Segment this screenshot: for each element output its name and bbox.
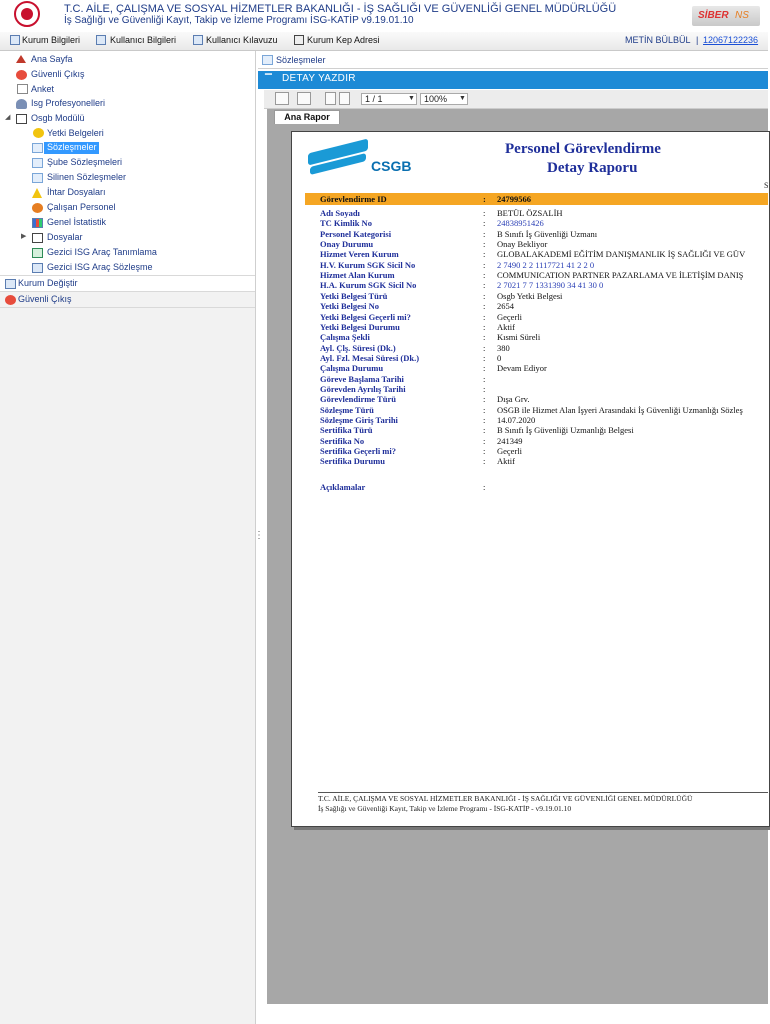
field-label: Ayl. Fzl. Mesai Süresi (Dk.) xyxy=(320,353,420,363)
field-value: Geçerli xyxy=(497,446,523,456)
manual-icon xyxy=(193,35,203,45)
report-footer-rule xyxy=(318,792,768,793)
report-subtitle: Detay Raporu xyxy=(547,160,638,176)
tab-ana-rapor[interactable]: Ana Rapor xyxy=(274,110,340,124)
field-value: 0 xyxy=(497,353,502,363)
warning-icon xyxy=(32,188,42,198)
field-value: 2 7021 7 7 1331390 34 41 30 0 xyxy=(497,280,604,290)
report-corner-text: S xyxy=(764,181,769,190)
sidebar-kurum-degistir[interactable]: Kurum Değiştir xyxy=(18,278,78,288)
contract-icon xyxy=(32,173,43,183)
sidebar-item-guvenli-cikis[interactable]: Güvenli Çıkış xyxy=(31,69,85,79)
field-value: 24838951426 xyxy=(497,218,544,228)
report-title: Personel Görevlendirme xyxy=(505,141,661,157)
field-value: 241349 xyxy=(497,436,523,446)
field-label: Görevlendirme Türü xyxy=(320,394,396,404)
user-name: METİN BÜLBÜL xyxy=(625,35,691,45)
field-label: Yetki Belgesi No xyxy=(320,301,380,311)
field-colon: : xyxy=(483,239,486,249)
mail-icon xyxy=(294,35,304,45)
field-colon: : xyxy=(483,446,486,456)
survey-icon xyxy=(17,84,28,94)
field-label: Adı Soyadı xyxy=(320,208,360,218)
field-value: Osgb Yetki Belgesi xyxy=(497,291,563,301)
sidebar-divider xyxy=(0,291,255,292)
folder-icon xyxy=(32,233,43,243)
field-colon: : xyxy=(483,425,486,435)
sidebar-guvenli-cikis-bottom[interactable]: Güvenli Çıkış xyxy=(18,294,72,304)
field-label: Onay Durumu xyxy=(320,239,374,249)
field-value: B Sınıfı İş Güvenliği Uzmanlığı Belgesi xyxy=(497,425,634,435)
field-colon: : xyxy=(483,405,486,415)
field-colon: : xyxy=(483,280,486,290)
field-colon: : xyxy=(483,436,486,446)
field-colon: : xyxy=(483,332,486,342)
sidebar-item-anket[interactable]: Anket xyxy=(31,84,55,94)
field-value: Onay Bekliyor xyxy=(497,239,548,249)
content-tab-strip xyxy=(258,52,768,69)
worker-icon xyxy=(32,203,43,213)
field-label: Ayl. Çlş. Süresi (Dk.) xyxy=(320,343,396,353)
field-label: Yetki Belgesi Durumu xyxy=(320,322,400,332)
home-icon xyxy=(16,55,26,63)
certificate-icon xyxy=(33,128,44,138)
field-label: Çalışma Durumu xyxy=(320,363,384,373)
field-label: H.A. Kurum SGK Sicil No xyxy=(320,280,417,290)
menu-kurum-bilgileri[interactable]: Kurum Bilgileri xyxy=(22,35,81,45)
menu-kullanici-bilgileri[interactable]: Kullanıcı Bilgileri xyxy=(110,35,177,45)
pane-splitter-handle[interactable]: ⋮ xyxy=(254,530,264,541)
field-colon: : xyxy=(483,343,486,353)
tab-sozlesmeler[interactable]: Sözleşmeler xyxy=(276,55,326,65)
sidebar-item-calisan-personel[interactable]: Çalışan Personel xyxy=(47,202,116,212)
sidebar-item-dosyalar[interactable]: Dosyalar xyxy=(47,232,83,242)
field-label: Hizmet Alan Kurum xyxy=(320,270,395,280)
sidebar-item-isg-profesyonelleri[interactable]: Isg Profesyonelleri xyxy=(31,98,106,108)
field-colon: : xyxy=(483,384,486,394)
field-colon: : xyxy=(483,208,486,218)
switch-icon xyxy=(5,279,16,289)
field-label: Görevden Ayrılış Tarihi xyxy=(320,384,406,394)
sidebar-divider xyxy=(0,307,255,308)
expand-down-icon[interactable]: ◢ xyxy=(5,114,11,121)
sidebar-item-gezici-arac-sozlesme[interactable]: Gezici ISG Araç Sözleşme xyxy=(47,262,153,272)
sidebar-item-ana-sayfa[interactable]: Ana Sayfa xyxy=(31,54,73,64)
field-label: Sözleşme Türü xyxy=(320,405,374,415)
contract-icon xyxy=(262,55,273,65)
field-label: Sertifika Türü xyxy=(320,425,373,435)
report-footer-line-2: İş Sağlığı ve Güvenliği Kayıt, Takip ve İzleme Programı - İSG-KATİP - v9.19.01.10 xyxy=(318,804,572,813)
sidebar-item-yetki-belgeleri[interactable]: Yetki Belgeleri xyxy=(47,128,104,138)
sidebar-item-ihtar-dosyalari[interactable]: İhtar Dosyaları xyxy=(47,187,106,197)
field-label: TC Kimlik No xyxy=(320,218,372,228)
user-phone-link[interactable]: 12067122236 xyxy=(703,35,759,45)
print-icon[interactable] xyxy=(275,92,289,105)
zoom-select-value: 100% xyxy=(424,94,448,104)
field-colon: : xyxy=(483,229,486,239)
exit-icon xyxy=(5,295,16,305)
field-colon: : xyxy=(483,291,486,301)
field-value: GLOBALAKADEMİ EĞİTİM DANIŞMANLIK İŞ SAĞLIĞI VE GÜV xyxy=(497,249,746,259)
field-value: 2 7490 2 2 1117721 41 2 2 0 xyxy=(497,260,595,270)
prev-page-icon[interactable] xyxy=(339,92,350,105)
people-icon xyxy=(16,99,27,109)
sidebar-item-osgb-modulu[interactable]: Osgb Modülü xyxy=(31,113,85,123)
field-value: COMMUNICATION PARTNER PAZARLAMA VE İLETİŞİM DANIŞ xyxy=(497,270,744,280)
field-value: Aktif xyxy=(497,456,515,466)
field-colon: : xyxy=(483,353,486,363)
sidebar-divider xyxy=(0,275,255,276)
expand-right-icon[interactable]: ▶ xyxy=(21,233,27,240)
field-value: Aktif xyxy=(497,322,515,332)
user-separator: | xyxy=(696,35,699,45)
field-label: Yetki Belgesi Geçerli mi? xyxy=(320,312,411,322)
sidebar-item-genel-istatistik[interactable]: Genel İstatistik xyxy=(47,217,107,227)
field-label: Sertifika No xyxy=(320,436,365,446)
field-value: OSGB ile Hizmet Alan İşyeri Arasındaki İş Güvenliği Uzmanlığı Sözleş xyxy=(497,405,743,415)
sidebar-item-sozlesmeler[interactable]: Sözleşmeler xyxy=(47,142,97,152)
field-colon: : xyxy=(483,363,486,373)
field-label: Sertifika Durumu xyxy=(320,456,385,466)
field-label: Personel Kategorisi xyxy=(320,229,392,239)
field-label: Sertifika Geçerli mi? xyxy=(320,446,397,456)
field-colon: : xyxy=(483,374,486,384)
field-value: BETÜL ÖZSALİH xyxy=(497,208,563,218)
field-colon: : xyxy=(483,312,486,322)
menu-kurum-kep-adresi[interactable]: Kurum Kep Adresi xyxy=(307,35,380,45)
field-label: Hizmet Veren Kurum xyxy=(320,249,399,259)
notes-label: Açıklamalar xyxy=(320,482,366,492)
menu-kullanici-kilavuzu[interactable]: Kullanıcı Kılavuzu xyxy=(206,35,278,45)
notes-colon: : xyxy=(483,482,486,492)
chevron-down-icon[interactable]: ▼ xyxy=(408,95,415,102)
report-footer-line-1: T.C. AİLE, ÇALIŞMA VE SOSYAL HİZMETLER BAKANLIĞI - İŞ SAĞLIĞI VE GÜVENLİĞİ GENEL MÜDÜRLÜĞÜ xyxy=(318,794,693,803)
field-colon: : xyxy=(483,322,486,332)
folder-open-icon xyxy=(16,114,27,124)
field-label: Göreve Başlama Tarihi xyxy=(320,374,404,384)
ministry-title: T.C. AİLE, ÇALIŞMA VE SOSYAL HİZMETLER BAKANLIĞI - İŞ SAĞLIĞI VE GÜVENLİĞİ GENEL MÜDÜRLÜĞÜ xyxy=(64,3,617,15)
ministry-logo-emblem xyxy=(21,8,33,20)
vehicle-icon xyxy=(32,263,43,273)
exit-icon xyxy=(16,70,27,80)
field-colon: : xyxy=(483,394,486,404)
sidebar-item-sube-sozlesmeleri[interactable]: Şube Sözleşmeleri xyxy=(47,157,123,167)
sidebar-item-gezici-arac-tanimlama[interactable]: Gezici ISG Araç Tanımlama xyxy=(47,247,157,257)
field-value: 14.07.2020 xyxy=(497,415,536,425)
field-label: Sözleşme Giriş Tarihi xyxy=(320,415,398,425)
chevron-down-icon[interactable]: ▼ xyxy=(459,95,466,102)
field-label: Çalışma Şekli xyxy=(320,332,370,342)
sidebar-item-silinen-sozlesmeler[interactable]: Silinen Sözleşmeler xyxy=(47,172,127,182)
field-value: Geçerli xyxy=(497,312,523,322)
collapse-icon[interactable]: ▔ xyxy=(265,74,272,84)
stats-icon xyxy=(32,218,43,228)
brand-logo-suffix: NS xyxy=(735,10,749,21)
brand-logo-text: SİBER xyxy=(698,10,729,21)
field-colon: : xyxy=(483,270,486,280)
field-colon: : xyxy=(483,249,486,259)
panel-title: DETAY YAZDIR xyxy=(282,73,356,84)
field-value: B Sınıfı İş Güvenliği Uzmanı xyxy=(497,229,598,239)
id-value: 24799566 xyxy=(497,194,531,204)
field-label: H.V. Kurum SGK Sicil No xyxy=(320,260,416,270)
program-title: İş Sağlığı ve Güvenliği Kayıt, Takip ve İzleme Programı İSG-KATİP v9.19.01.10 xyxy=(64,15,414,26)
user-card-icon xyxy=(96,35,106,45)
field-value: 2654 xyxy=(497,301,514,311)
field-label: Yetki Belgesi Türü xyxy=(320,291,388,301)
page-selector-value: 1 / 1 xyxy=(365,94,383,104)
field-colon: : xyxy=(483,218,486,228)
grid-icon xyxy=(10,35,20,45)
contract-icon xyxy=(32,158,43,168)
field-value: Dışa Grv. xyxy=(497,394,530,404)
first-page-icon[interactable] xyxy=(325,92,336,105)
vehicle-icon xyxy=(32,248,43,258)
field-value: 380 xyxy=(497,343,510,353)
field-colon: : xyxy=(483,301,486,311)
contract-icon xyxy=(32,143,43,153)
export-icon[interactable] xyxy=(297,92,311,105)
id-colon: : xyxy=(483,194,486,204)
id-label: Görevlendirme ID xyxy=(320,194,387,204)
csgb-logo-text: CSGB xyxy=(371,158,412,174)
field-colon: : xyxy=(483,260,486,270)
field-colon: : xyxy=(483,415,486,425)
field-value: Kısmi Süreli xyxy=(497,332,541,342)
field-value: Devam Ediyor xyxy=(497,363,547,373)
field-colon: : xyxy=(483,456,486,466)
